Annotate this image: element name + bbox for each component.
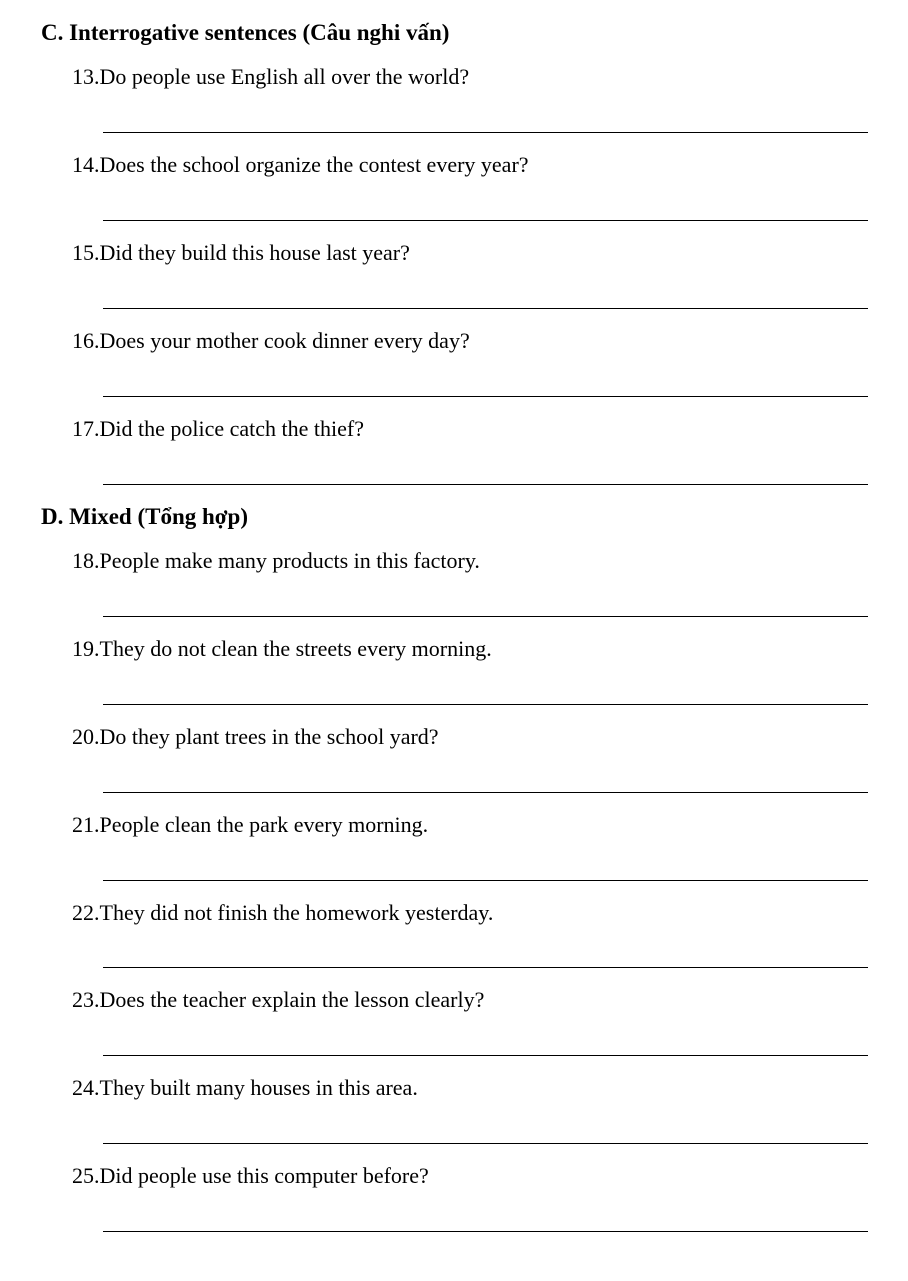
answer-line-13[interactable]	[103, 132, 868, 133]
answer-line-19[interactable]	[103, 704, 868, 705]
answer-line-14[interactable]	[103, 220, 868, 221]
answer-line-15[interactable]	[103, 308, 868, 309]
question-17: 17.Did the police catch the thief?	[72, 416, 364, 441]
answer-line-22[interactable]	[103, 967, 868, 968]
answer-line-24[interactable]	[103, 1143, 868, 1144]
question-16: 16.Does your mother cook dinner every day?	[72, 328, 470, 353]
answer-line-21[interactable]	[103, 880, 868, 881]
question-18: 18.People make many products in this factory.	[72, 548, 480, 573]
question-22: 22.They did not finish the homework yesterday.	[72, 900, 494, 925]
answer-line-23[interactable]	[103, 1055, 868, 1056]
question-20: 20.Do they plant trees in the school yard?	[72, 724, 439, 749]
question-13: 13.Do people use English all over the world?	[72, 64, 470, 89]
section-heading-c: C. Interrogative sentences (Câu nghi vấn)	[41, 20, 450, 45]
section-heading-d: D. Mixed (Tổng hợp)	[41, 504, 248, 529]
question-19: 19.They do not clean the streets every morning.	[72, 636, 492, 661]
question-15: 15.Did they build this house last year?	[72, 240, 410, 265]
answer-line-17[interactable]	[103, 484, 868, 485]
answer-line-18[interactable]	[103, 616, 868, 617]
question-25: 25.Did people use this computer before?	[72, 1163, 429, 1188]
question-24: 24.They built many houses in this area.	[72, 1075, 418, 1100]
question-23: 23.Does the teacher explain the lesson clearly?	[72, 987, 485, 1012]
answer-line-25[interactable]	[103, 1231, 868, 1232]
question-21: 21.People clean the park every morning.	[72, 812, 429, 837]
answer-line-20[interactable]	[103, 792, 868, 793]
question-14: 14.Does the school organize the contest every year?	[72, 152, 529, 177]
answer-line-16[interactable]	[103, 396, 868, 397]
